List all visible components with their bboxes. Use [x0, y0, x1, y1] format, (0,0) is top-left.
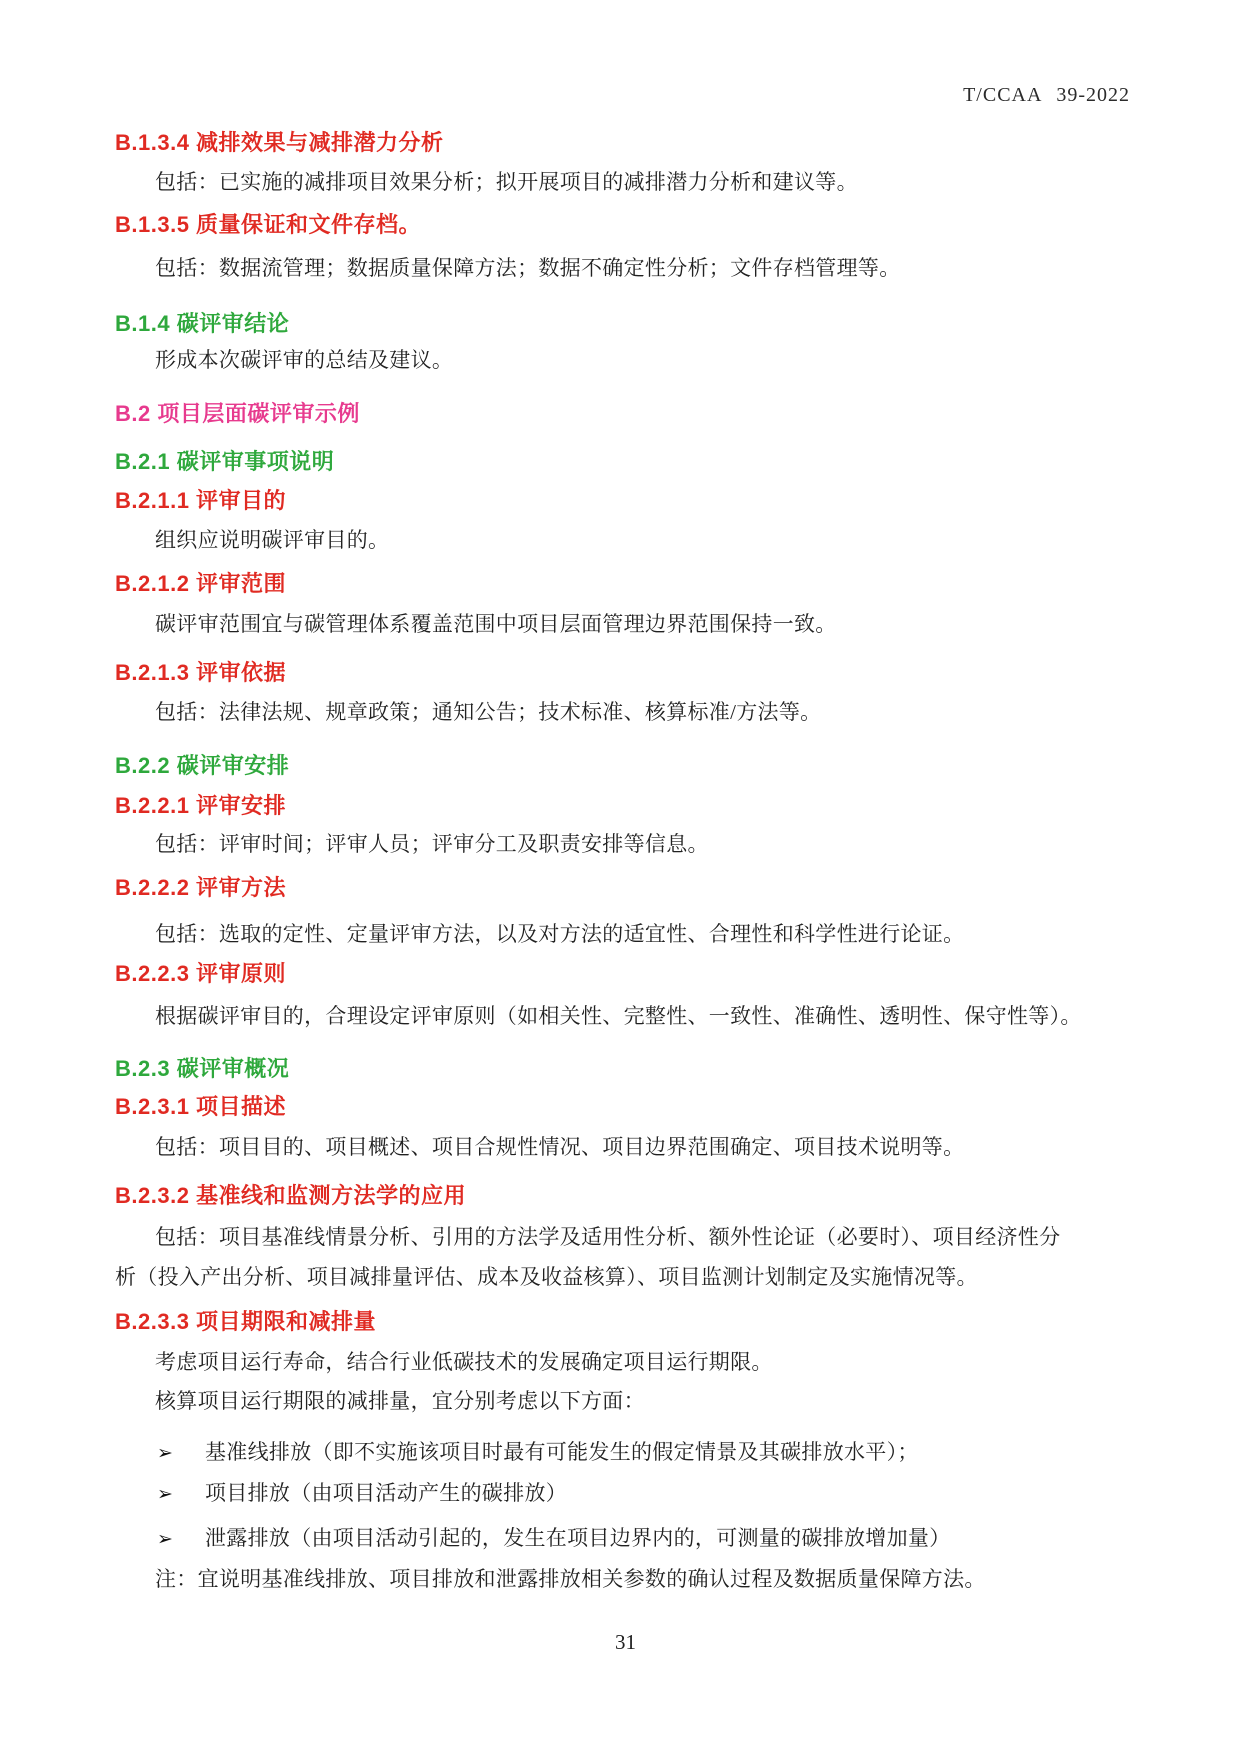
paragraph: 包括：已实施的减排项目效果分析；拟开展项目的减排潜力分析和建议等。 — [155, 170, 858, 194]
bullet-item — [115, 1437, 1136, 1468]
bullet-item — [115, 1478, 1136, 1509]
heading-b-1-3-4: B.1.3.4 减排效果与减排潜力分析 — [115, 130, 444, 155]
bullet-text: 项目排放（由项目活动产生的碳排放） — [205, 1481, 568, 1505]
bullet-item — [115, 1523, 1136, 1554]
paragraph: 包括：法律法规、规章政策；通知公告；技术标准、核算标准/方法等。 — [155, 700, 822, 724]
paragraph: 包括：评审时间；评审人员；评审分工及职责安排等信息。 — [155, 832, 709, 856]
heading-b-2-1-1: B.2.1.1 评审目的 — [115, 488, 287, 513]
heading-b-2-2-2: B.2.2.2 评审方法 — [115, 875, 287, 900]
bullet-text: 泄露排放（由项目活动引起的，发生在项目边界内的，可测量的碳排放增加量） — [205, 1526, 951, 1550]
doc-code: T/CCAA 39-2022 — [963, 84, 1130, 106]
paragraph: 考虑项目运行寿命，结合行业低碳技术的发展确定项目运行期限。 — [155, 1350, 773, 1374]
paragraph: 根据碳评审目的，合理设定评审原则（如相关性、完整性、一致性、准确性、透明性、保守性等）。 — [155, 1004, 1082, 1028]
heading-b-1-4: B.1.4 碳评审结论 — [115, 311, 290, 336]
heading-b-2-1-3: B.2.1.3 评审依据 — [115, 660, 287, 685]
arrowhead-bullet-icon: ➢ — [157, 1483, 174, 1505]
heading-b-1-3-5: B.1.3.5 质量保证和文件存档。 — [115, 212, 422, 237]
page-number: 31 — [615, 1630, 636, 1654]
paragraph: 包括：数据流管理；数据质量保障方法；数据不确定性分析；文件存档管理等。 — [155, 256, 901, 280]
heading-b-2: B.2 项目层面碳评审示例 — [115, 401, 360, 426]
heading-b-2-3-1: B.2.3.1 项目描述 — [115, 1094, 287, 1119]
heading-b-2-3-3: B.2.3.3 项目期限和减排量 — [115, 1309, 377, 1334]
paragraph: 核算项目运行期限的减排量，宜分别考虑以下方面： — [155, 1389, 645, 1413]
note-line: 注：宜说明基准线排放、项目排放和泄露排放相关参数的确认过程及数据质量保障方法。 — [155, 1567, 986, 1591]
paragraph: 包括：项目基准线情景分析、引用的方法学及适用性分析、额外性论证（必要时）、项目经济性分 — [155, 1225, 1061, 1249]
heading-b-2-1-2: B.2.1.2 评审范围 — [115, 571, 287, 596]
heading-b-2-3: B.2.3 碳评审概况 — [115, 1056, 290, 1081]
heading-b-2-1: B.2.1 碳评审事项说明 — [115, 449, 335, 474]
paragraph: 包括：项目目的、项目概述、项目合规性情况、项目边界范围确定、项目技术说明等。 — [155, 1135, 965, 1159]
arrowhead-bullet-icon: ➢ — [157, 1442, 174, 1464]
heading-b-2-2-3: B.2.2.3 评审原则 — [115, 961, 287, 986]
paragraph-continuation: 析（投入产出分析、项目减排量评估、成本及收益核算）、项目监测计划制定及实施情况等。 — [115, 1265, 978, 1289]
heading-b-2-2: B.2.2 碳评审安排 — [115, 753, 290, 778]
paragraph: 组织应说明碳评审目的。 — [155, 528, 390, 552]
arrowhead-bullet-icon: ➢ — [157, 1528, 174, 1550]
paragraph: 包括：选取的定性、定量评审方法，以及对方法的适宜性、合理性和科学性进行论证。 — [155, 922, 965, 946]
heading-b-2-2-1: B.2.2.1 评审安排 — [115, 793, 287, 818]
heading-b-2-3-2: B.2.3.2 基准线和监测方法学的应用 — [115, 1183, 467, 1208]
paragraph: 碳评审范围宜与碳管理体系覆盖范围中项目层面管理边界范围保持一致。 — [155, 612, 837, 636]
paragraph: 形成本次碳评审的总结及建议。 — [155, 348, 454, 372]
bullet-text: 基准线排放（即不实施该项目时最有可能发生的假定情景及其碳排放水平）； — [205, 1440, 919, 1464]
